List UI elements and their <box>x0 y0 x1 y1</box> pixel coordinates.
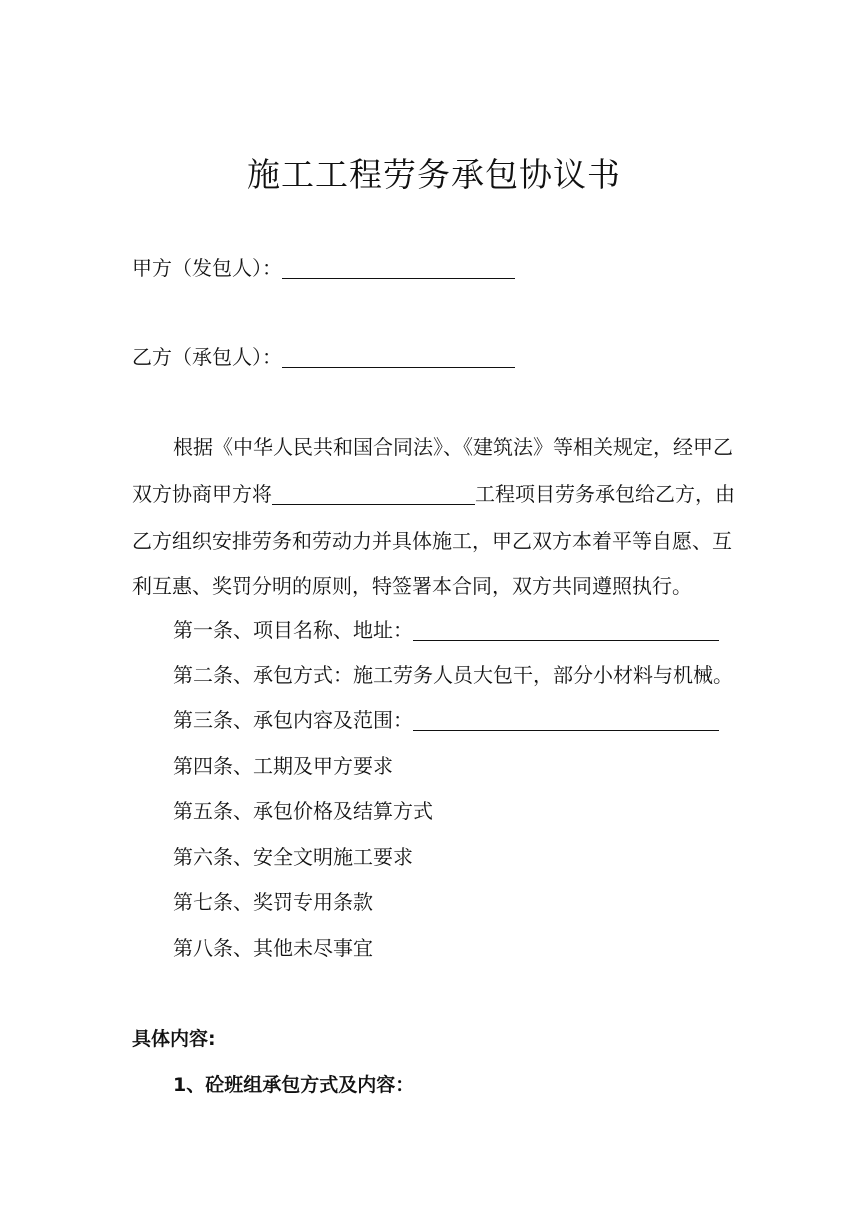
clause-6: 第六条、安全文明施工要求 <box>173 845 413 869</box>
party-b-blank <box>282 345 515 368</box>
party-b-line <box>132 341 515 373</box>
clause-3 <box>173 704 719 736</box>
intro-line-2-after: 工程项目劳务承包给乙方，由 <box>475 482 735 506</box>
intro-line-2 <box>132 471 735 517</box>
document-title: 施工工程劳务承包协议书 <box>247 155 621 194</box>
party-a-line <box>132 252 515 284</box>
clause-8: 第八条、其他未尽事宜 <box>173 936 373 960</box>
intro-line-4: 利互惠、奖罚分明的原则，特签署本合同，双方共同遵照执行。 <box>132 574 692 598</box>
project-name-blank <box>272 482 475 505</box>
intro-line-2-before: 双方协商甲方将 <box>132 482 272 506</box>
party-b-label: 乙方（承包人）： <box>132 345 282 369</box>
clause-3-blank <box>413 708 719 731</box>
subsection-heading: 1、砼班组承包方式及内容： <box>173 1074 415 1096</box>
clause-3-text: 第三条、承包内容及范围： <box>173 708 413 732</box>
clause-4: 第四条、工期及甲方要求 <box>173 754 393 778</box>
clause-1-blank <box>413 618 719 641</box>
clause-5: 第五条、承包价格及结算方式 <box>173 799 433 823</box>
clause-2: 第二条、承包方式：施工劳务人员大包干，部分小材料与机械。 <box>173 663 733 687</box>
party-a-blank <box>282 256 515 279</box>
clause-1 <box>173 614 719 646</box>
clause-7: 第七条、奖罚专用条款 <box>173 890 373 914</box>
clause-1-text: 第一条、项目名称、地址： <box>173 618 413 642</box>
section-heading: 具体内容: <box>132 1028 216 1050</box>
intro-line-1: 根据《中华人民共和国合同法》、《建筑法》等相关规定，经甲乙 <box>173 435 733 459</box>
party-a-label: 甲方（发包人）： <box>132 256 282 280</box>
intro-line-3: 乙方组织安排劳务和劳动力并具体施工，甲乙双方本着平等自愿、互 <box>132 529 732 553</box>
